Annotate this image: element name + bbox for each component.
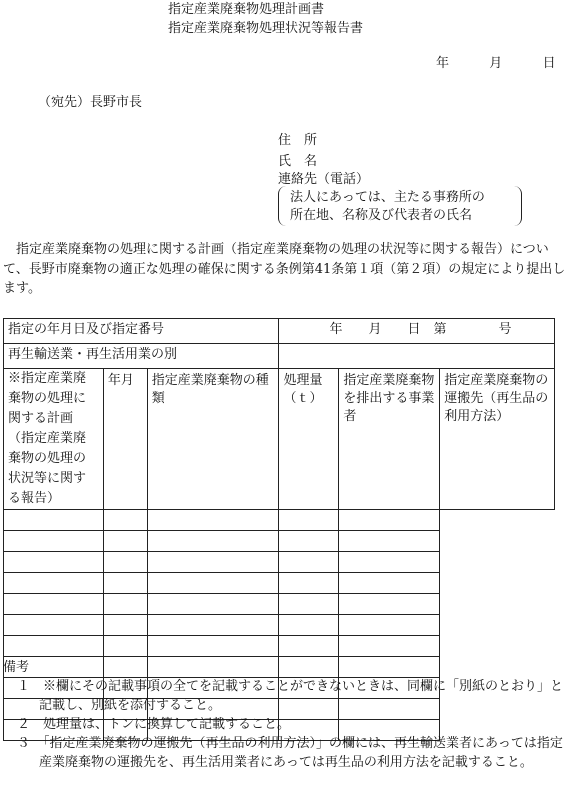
submission-statement: 指定産業廃棄物の処理に関する計画（指定産業廃棄物の処理の状況等に関する報告）について、長野市廃棄物の適正な処理の確保に関する条例第41条第１項（第２項）の規定により提出します。 — [3, 242, 566, 296]
table-cell[interactable] — [339, 552, 440, 573]
table-cell[interactable] — [339, 510, 440, 531]
table-row — [4, 573, 555, 594]
table-cell[interactable] — [103, 531, 147, 552]
table-cell[interactable] — [279, 510, 339, 531]
table-cell[interactable] — [103, 573, 147, 594]
table-cell[interactable] — [147, 552, 279, 573]
column-header-row — [4, 369, 555, 510]
table-row — [4, 510, 555, 531]
table-cell[interactable] — [4, 552, 104, 573]
table-cell[interactable] — [279, 594, 339, 615]
col-header-discharger: 指定産業廃棄物を排出する事業者 — [339, 369, 440, 510]
remarks-title: 備考 — [3, 660, 30, 675]
remark-item-1: １ ※欄にその記載事項の全てを記載することができないときは、同欄に「別紙のとおり」と記載し、別紙を添付すること。 — [17, 679, 564, 713]
table-cell[interactable] — [279, 573, 339, 594]
designation-row — [4, 319, 555, 344]
table-cell[interactable] — [339, 636, 440, 657]
table-cell[interactable] — [147, 594, 279, 615]
remark-item-3: ３ 「指定産業廃棄物の運搬先（再生品の利用方法）」の欄には、再生輸送業者にあっては指定産業廃棄物の運搬先を、再生活用業者にあっては再生品の利用方法を記載すること。 — [17, 736, 563, 770]
table-cell[interactable] — [339, 594, 440, 615]
designation-label: 指定の年月日及び指定番号 — [4, 319, 279, 344]
remark-item-2: ２ 処理量は、トンに換算して記載すること。 — [17, 717, 291, 732]
col-header-amount: 処理量（ｔ） — [279, 369, 339, 510]
date-year-label: 年 — [436, 56, 450, 71]
table-cell[interactable] — [279, 552, 339, 573]
table-row — [4, 552, 555, 573]
table-cell[interactable] — [4, 594, 104, 615]
corporate-note-line1: 法人にあっては、主たる事務所の — [290, 190, 485, 205]
form-title-report: 指定産業廃棄物処理状況等報告書 — [168, 21, 364, 36]
table-cell[interactable] — [279, 615, 339, 636]
business-type-value[interactable] — [279, 344, 555, 369]
table-cell[interactable] — [103, 552, 147, 573]
table-cell[interactable] — [147, 573, 279, 594]
col-header-yearmonth: 年月 — [103, 369, 147, 510]
corporate-note-line2: 所在地、名称及び代表者の氏名 — [290, 208, 473, 223]
table-cell[interactable] — [339, 573, 440, 594]
table-cell[interactable] — [4, 615, 104, 636]
table-cell[interactable] — [339, 531, 440, 552]
business-type-label: 再生輸送業・再生活用業の別 — [4, 344, 279, 369]
table-cell[interactable] — [147, 615, 279, 636]
table-cell[interactable] — [103, 636, 147, 657]
form-title-plan: 指定産業廃棄物処理計画書 — [168, 2, 325, 17]
table-row — [4, 594, 555, 615]
date-line — [436, 57, 556, 70]
table-cell[interactable] — [279, 636, 339, 657]
name-label: 氏 名 — [278, 154, 318, 169]
designation-value[interactable]: 年 月 日 第 号 — [279, 319, 555, 344]
table-cell[interactable] — [339, 615, 440, 636]
remarks — [3, 658, 569, 772]
table-cell[interactable] — [147, 636, 279, 657]
table-cell[interactable] — [4, 636, 104, 657]
plan-section-label: ※指定産業廃棄物の処理に関する計画（指定産業廃棄物の処理の状況等に関する報告） — [4, 369, 104, 510]
table-cell[interactable] — [147, 531, 279, 552]
table-cell[interactable] — [147, 510, 279, 531]
table-cell[interactable] — [4, 531, 104, 552]
col-header-waste-type: 指定産業廃棄物の種類 — [147, 369, 279, 510]
business-type-row — [4, 344, 555, 369]
table-cell[interactable] — [279, 531, 339, 552]
col-header-destination: 指定産業廃棄物の運搬先（再生品の利用方法） — [440, 369, 555, 510]
table-cell[interactable] — [103, 510, 147, 531]
addressee: （宛先）長野市長 — [38, 95, 143, 110]
table-cell[interactable] — [4, 510, 104, 531]
table-row — [4, 636, 555, 657]
table-row — [4, 531, 555, 552]
table-row — [4, 615, 555, 636]
date-month-label: 月 — [489, 56, 503, 71]
date-day-label: 日 — [542, 56, 556, 71]
address-label: 住 所 — [278, 133, 318, 148]
contact-label: 連絡先（電話） — [278, 172, 370, 187]
table-cell[interactable] — [103, 594, 147, 615]
table-cell[interactable] — [103, 615, 147, 636]
table-cell[interactable] — [4, 573, 104, 594]
